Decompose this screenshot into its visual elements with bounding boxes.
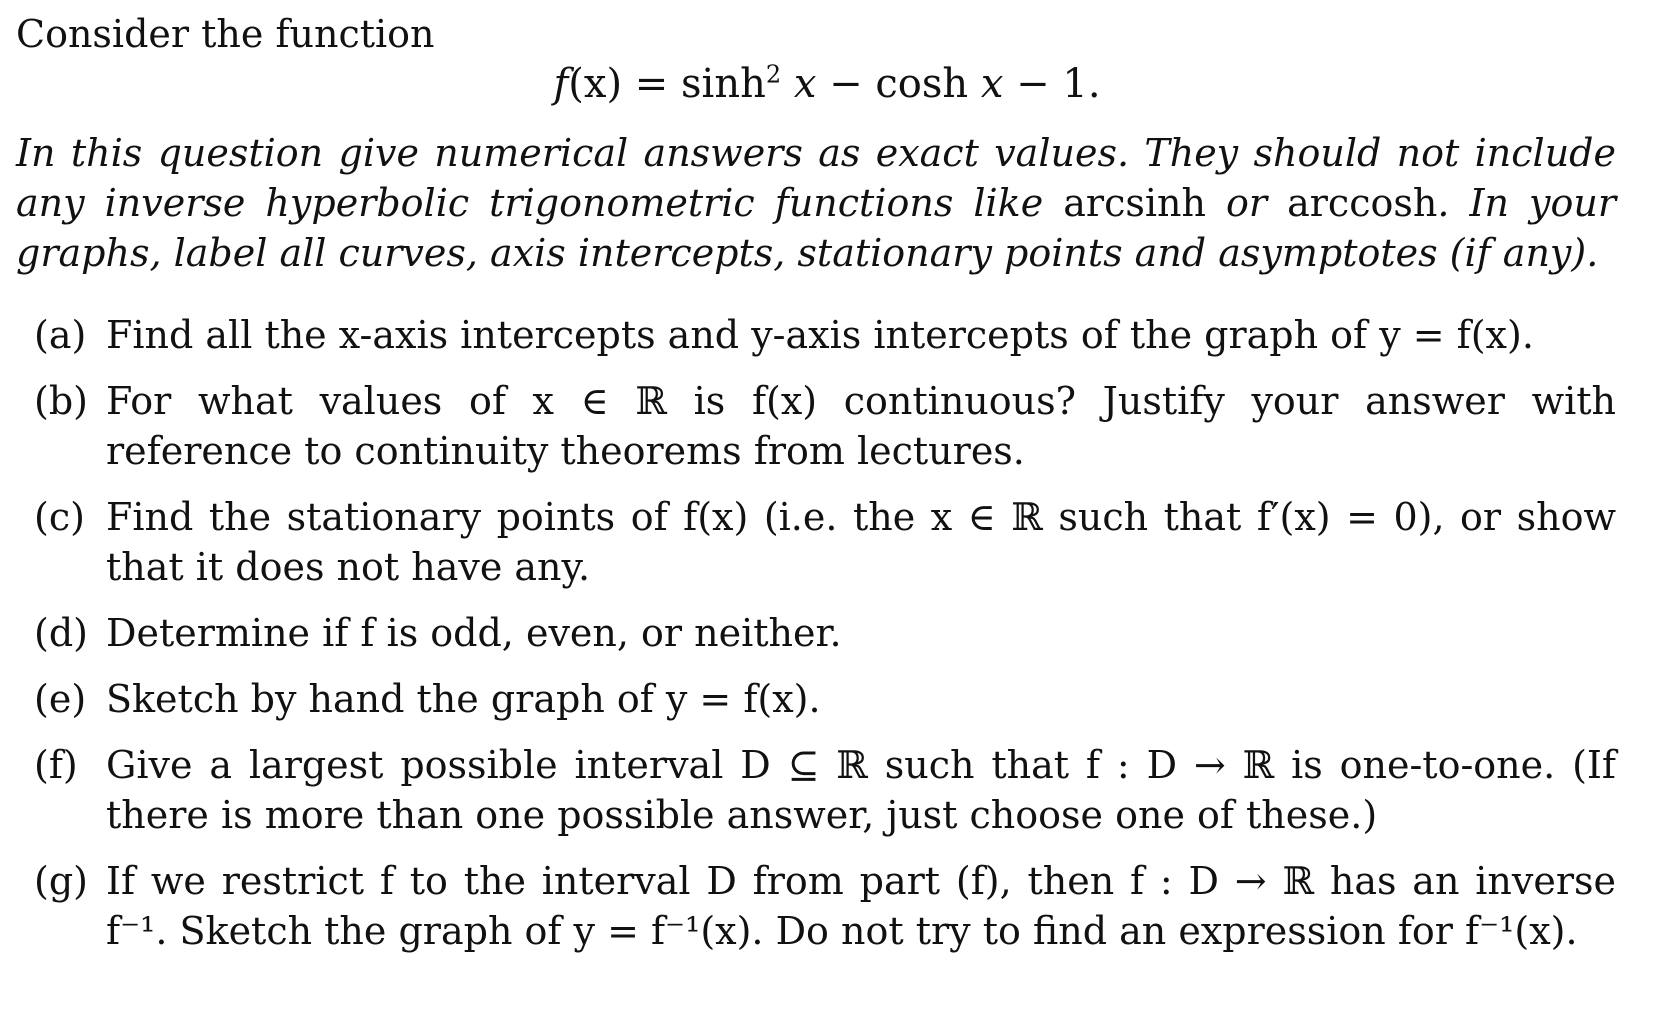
word-arcsinh: arcsinh: [1063, 181, 1206, 225]
part-text: Sketch by hand the graph of y = f(x).: [106, 677, 821, 721]
word-arccosh: arccosh: [1287, 181, 1438, 225]
instructions-part2: or: [1205, 181, 1288, 225]
question-part-c: [16, 492, 1616, 592]
question-part-g: [16, 856, 1616, 956]
question-part-e: [16, 674, 1616, 724]
instructions-part3: . In your graphs, label all curves, axis intercepts, stationary points and asymptotes (if any).: [16, 181, 1616, 275]
instructions-paragraph: [16, 128, 1616, 278]
part-label: (e): [34, 677, 87, 721]
part-text: Find all the x-axis intercepts and y-axis intercepts of the graph of y = f(x).: [106, 313, 1534, 357]
formula-exponent: 2: [765, 60, 782, 89]
intro-text: Consider the function: [16, 12, 435, 56]
question-part-d: [16, 608, 1616, 658]
function-definition: [0, 56, 1654, 112]
part-label: (g): [34, 859, 88, 903]
part-label: (a): [34, 313, 87, 357]
formula-var2: x: [980, 61, 1004, 107]
part-text: Find the stationary points of f(x) (i.e. the x ∈ ℝ such that f′(x) = 0), or show that it does not have any.: [106, 495, 1616, 589]
formula-var1: x: [781, 61, 817, 107]
question-part-f: [16, 740, 1616, 840]
formula-cosh: − cosh: [816, 61, 981, 107]
part-text: Determine if f is odd, even, or neither.: [106, 611, 842, 655]
part-label: (f): [34, 743, 78, 787]
formula-arg: (x): [568, 61, 623, 107]
question-part-b: [16, 376, 1616, 476]
part-label: (c): [34, 495, 85, 539]
part-label: (b): [34, 379, 88, 423]
formula-sinh: = sinh: [622, 61, 766, 107]
formula-f: f: [553, 61, 569, 107]
question-part-a: [16, 310, 1616, 360]
question-parts-list: [16, 310, 1616, 972]
part-label: (d): [34, 611, 88, 655]
instructions-part1: In this question give numerical answers as exact values. They should not include any inverse hyperbolic trigonometric functions like: [16, 131, 1616, 225]
part-text: Give a largest possible interval D ⊆ ℝ such that f : D → ℝ is one-to-one. (If there is more than one possible answer, just choose one of these.): [106, 743, 1616, 837]
part-text: For what values of x ∈ ℝ is f(x) continuous? Justify your answer with reference to continuity theorems from lectures.: [106, 379, 1616, 473]
part-text: If we restrict f to the interval D from part (f), then f : D → ℝ has an inverse f⁻¹. Sketch the graph of y = f⁻¹(x). Do not try to find an expression for f⁻¹(x).: [106, 859, 1616, 953]
formula-tail: − 1.: [1003, 61, 1101, 107]
